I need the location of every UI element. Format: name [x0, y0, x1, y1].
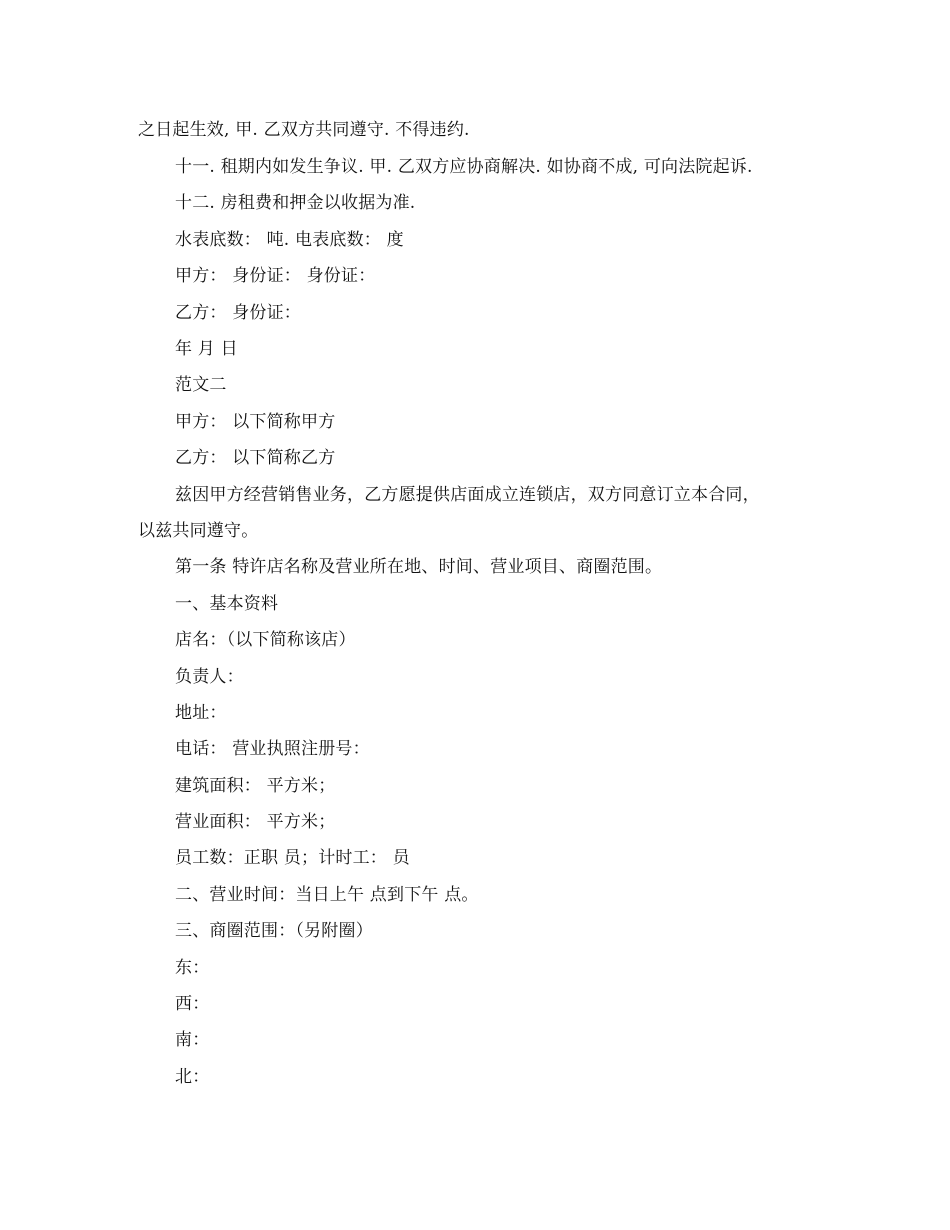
paragraph-line: 地址：: [175, 703, 227, 723]
paragraph-line: 东：: [175, 958, 210, 978]
paragraph-line: 十二. 房租费和押金以收据为准.: [175, 193, 416, 213]
paragraph-line: 兹因甲方经营销售业务，乙方愿提供店面成立连锁店，双方同意订立本合同，: [175, 485, 760, 505]
paragraph-line: 北：: [175, 1067, 210, 1087]
paragraph-line: 以兹共同遵守。: [138, 521, 259, 541]
paragraph-line: 第一条 特许店名称及营业所在地、时间、营业项目、商圈范围。: [175, 557, 663, 577]
paragraph-line: 十一. 租期内如发生争议. 甲. 乙双方应协商解决. 如协商不成, 可向法院起诉.: [175, 157, 753, 177]
paragraph-line: 西：: [175, 994, 210, 1014]
paragraph-line: 负责人：: [175, 667, 244, 687]
paragraph-line: 甲方： 身份证： 身份证：: [175, 266, 376, 286]
paragraph-line: 甲方： 以下简称甲方: [175, 412, 336, 432]
paragraph-line: 员工数：正职 员；计时工： 员: [175, 848, 410, 868]
paragraph-line: 乙方： 身份证：: [175, 303, 302, 323]
paragraph-line: 建筑面积： 平方米；: [175, 776, 336, 796]
paragraph-line: 营业面积： 平方米；: [175, 812, 336, 832]
paragraph-line: 水表底数： 吨. 电表底数： 度: [175, 230, 404, 250]
paragraph-line: 一、基本资料: [175, 594, 279, 614]
paragraph-line: 之日起生效, 甲. 乙双方共同遵守. 不得违约.: [138, 120, 470, 140]
paragraph-line: 电话： 营业执照注册号：: [175, 739, 370, 759]
paragraph-line: 三、商圈范围：（另附圈）: [175, 921, 373, 941]
paragraph-line: 乙方： 以下简称乙方: [175, 448, 336, 468]
paragraph-line: 南：: [175, 1030, 210, 1050]
paragraph-line: 年 月 日: [175, 339, 238, 359]
paragraph-line: 二、营业时间：当日上午 点到下午 点。: [175, 885, 479, 905]
paragraph-line: 店名：（以下简称该店）: [175, 630, 356, 650]
paragraph-line: 范文二: [175, 375, 227, 395]
